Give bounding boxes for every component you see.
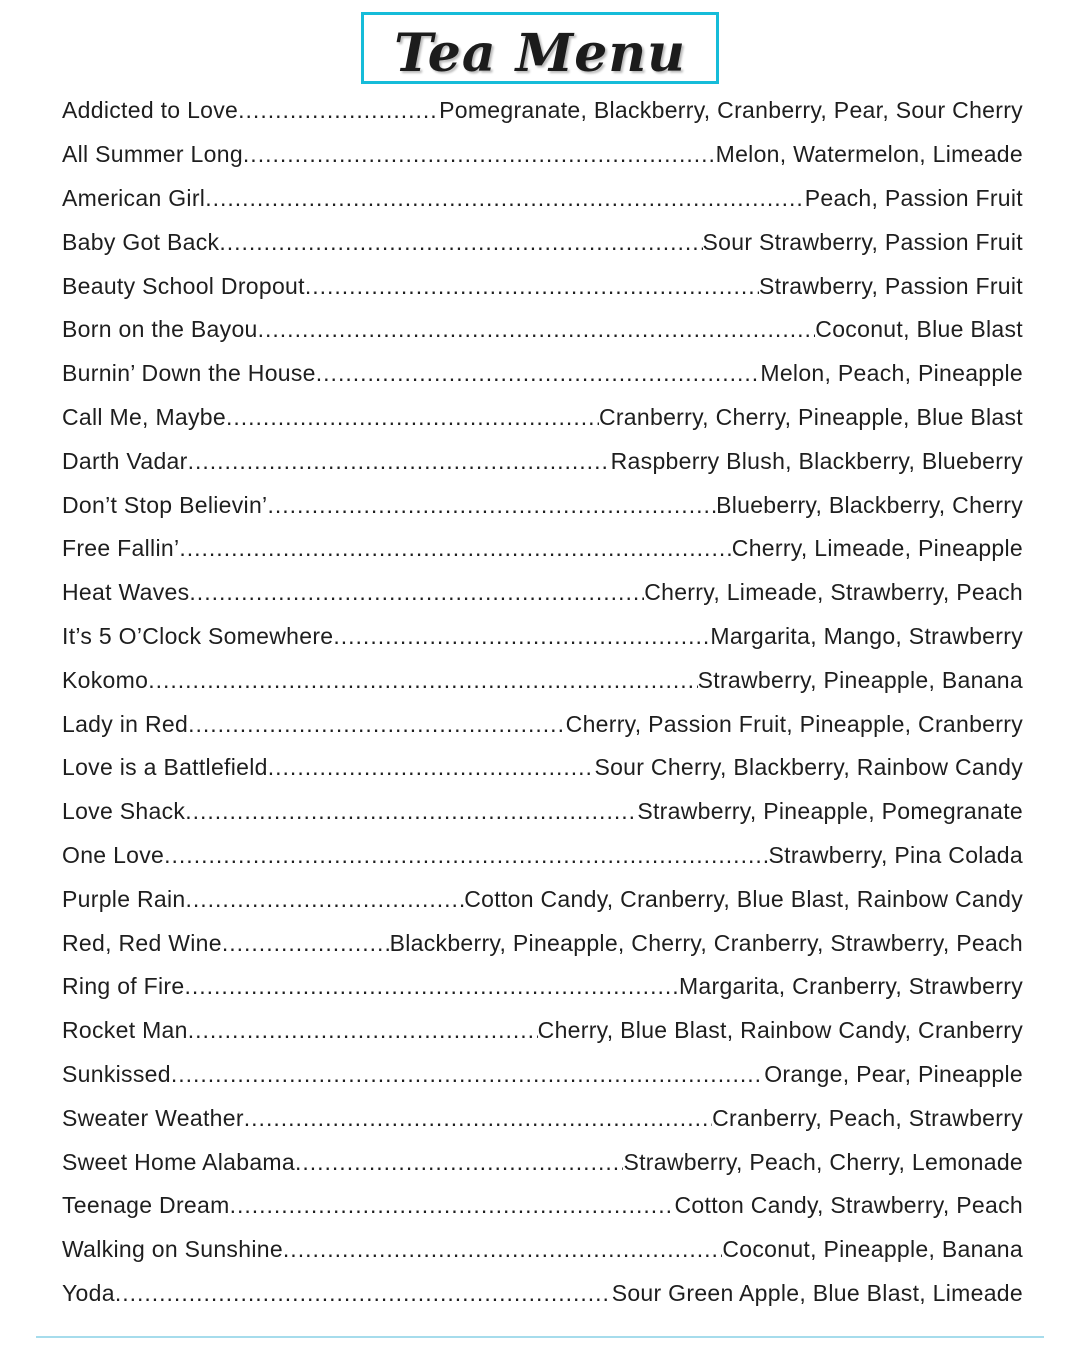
menu-row — [62, 965, 1023, 1009]
dot-leader — [226, 404, 599, 431]
menu-row — [62, 133, 1023, 177]
item-name: Yoda — [62, 1279, 115, 1306]
item-name: One Love — [62, 841, 165, 868]
menu-row — [62, 834, 1023, 878]
dot-leader — [148, 667, 697, 694]
item-name: Love is a Battlefield — [62, 754, 268, 781]
item-flavors: Margarita, Mango, Strawberry — [710, 622, 1023, 649]
item-name: Don’t Stop Believin’ — [62, 491, 268, 518]
item-flavors: Raspberry Blush, Blackberry, Blueberry — [610, 447, 1023, 474]
item-flavors: Coconut, Blue Blast — [815, 316, 1023, 343]
item-name: Kokomo — [62, 666, 149, 693]
menu-row — [62, 483, 1023, 527]
item-name: Red, Red Wine — [62, 929, 222, 956]
dot-leader — [230, 1192, 675, 1219]
item-name: Rocket Man — [62, 1017, 188, 1044]
menu-row — [62, 1272, 1023, 1316]
item-name: Burnin’ Down the House — [62, 360, 316, 387]
menu-row — [62, 89, 1023, 133]
item-flavors: Coconut, Pineapple, Banana — [722, 1236, 1023, 1263]
menu-row — [62, 615, 1023, 659]
dot-leader — [171, 1061, 764, 1088]
dot-leader — [316, 360, 761, 387]
item-flavors: Strawberry, Pineapple, Banana — [697, 666, 1023, 693]
item-flavors: Cherry, Passion Fruit, Pineapple, Cranberry — [565, 710, 1023, 737]
dot-leader — [179, 535, 731, 562]
item-name: Sunkissed — [62, 1060, 171, 1087]
item-flavors: Strawberry, Pina Colada — [768, 841, 1023, 868]
menu-row — [62, 527, 1023, 571]
item-flavors: Cherry, Blue Blast, Rainbow Candy, Cranberry — [537, 1017, 1023, 1044]
item-name: It’s 5 O’Clock Somewhere — [62, 622, 334, 649]
dot-leader — [238, 97, 439, 124]
dot-leader — [258, 316, 816, 343]
item-name: American Girl — [62, 184, 206, 211]
item-name: Call Me, Maybe — [62, 403, 226, 430]
item-flavors: Sour Cherry, Blackberry, Rainbow Candy — [594, 754, 1023, 781]
menu-row — [62, 571, 1023, 615]
dot-leader — [222, 930, 390, 957]
item-name: Purple Rain — [62, 885, 186, 912]
dot-leader — [185, 798, 637, 825]
menu-row — [62, 1096, 1023, 1140]
item-name: Born on the Bayou — [62, 316, 258, 343]
menu-row — [62, 746, 1023, 790]
menu-row — [62, 790, 1023, 834]
menu-row — [62, 921, 1023, 965]
menu-row — [62, 1184, 1023, 1228]
dot-leader — [244, 1105, 712, 1132]
item-flavors: Strawberry, Pineapple, Pomegranate — [637, 798, 1023, 825]
dot-leader — [185, 886, 464, 913]
item-name: Free Fallin’ — [62, 535, 180, 562]
item-name: Sweater Weather — [62, 1104, 244, 1131]
item-flavors: Peach, Passion Fruit — [804, 184, 1023, 211]
dot-leader — [164, 842, 768, 869]
dot-leader — [188, 1017, 538, 1044]
item-name: All Summer Long — [62, 141, 243, 168]
menu-row — [62, 352, 1023, 396]
item-flavors: Margarita, Cranberry, Strawberry — [678, 973, 1023, 1000]
item-flavors: Cranberry, Peach, Strawberry — [712, 1104, 1023, 1131]
item-flavors: Blueberry, Blackberry, Cherry — [716, 491, 1023, 518]
item-flavors: Sour Strawberry, Passion Fruit — [702, 228, 1023, 255]
menu-row — [62, 308, 1023, 352]
item-name: Lady in Red — [62, 710, 189, 737]
dot-leader — [333, 623, 710, 650]
item-name: Walking on Sunshine — [62, 1236, 283, 1263]
menu-row — [62, 220, 1023, 264]
item-flavors: Strawberry, Peach, Cherry, Lemonade — [623, 1148, 1023, 1175]
dot-leader — [188, 448, 611, 475]
menu-row — [62, 439, 1023, 483]
item-name: Heat Waves — [62, 579, 190, 606]
item-name: Baby Got Back — [62, 228, 220, 255]
menu-list — [62, 89, 1023, 1315]
item-name: Addicted to Love — [62, 97, 239, 124]
item-flavors: Cotton Candy, Cranberry, Blue Blast, Rainbow Candy — [464, 885, 1023, 912]
dot-leader — [267, 492, 716, 519]
dot-leader — [205, 185, 805, 212]
item-flavors: Cherry, Limeade, Pineapple — [731, 535, 1023, 562]
dot-leader — [283, 1236, 722, 1263]
item-flavors: Cherry, Limeade, Strawberry, Peach — [644, 579, 1023, 606]
menu-row — [62, 702, 1023, 746]
item-name: Beauty School Dropout — [62, 272, 305, 299]
dot-leader — [184, 973, 678, 1000]
item-flavors: Cotton Candy, Strawberry, Peach — [674, 1192, 1023, 1219]
menu-row — [62, 264, 1023, 308]
item-name: Teenage Dream — [62, 1192, 230, 1219]
dot-leader — [115, 1280, 612, 1307]
page-title: Tea Menu — [394, 22, 686, 84]
dot-leader — [219, 229, 702, 256]
menu-row — [62, 1053, 1023, 1097]
dot-leader — [305, 273, 759, 300]
menu-row — [62, 1140, 1023, 1184]
item-name: Darth Vadar — [62, 447, 188, 474]
item-flavors: Melon, Watermelon, Limeade — [715, 141, 1023, 168]
item-flavors: Blackberry, Pineapple, Cherry, Cranberry, Strawberry, Peach — [389, 929, 1023, 956]
item-name: Love Shack — [62, 798, 186, 825]
menu-row — [62, 877, 1023, 921]
dot-leader — [295, 1149, 623, 1176]
dot-leader — [188, 711, 566, 738]
menu-row — [62, 1009, 1023, 1053]
item-name: Sweet Home Alabama — [62, 1148, 295, 1175]
item-name: Ring of Fire — [62, 973, 185, 1000]
item-flavors: Melon, Peach, Pineapple — [760, 360, 1023, 387]
menu-row — [62, 658, 1023, 702]
menu-row — [62, 1228, 1023, 1272]
item-flavors: Pomegranate, Blackberry, Cranberry, Pear, Sour Cherry — [439, 97, 1023, 124]
title-box — [361, 12, 719, 84]
menu-row — [62, 396, 1023, 440]
menu-row — [62, 177, 1023, 221]
dot-leader — [189, 579, 644, 606]
item-flavors: Orange, Pear, Pineapple — [764, 1060, 1023, 1087]
dot-leader — [243, 141, 716, 168]
item-flavors: Strawberry, Passion Fruit — [759, 272, 1023, 299]
item-flavors: Cranberry, Cherry, Pineapple, Blue Blast — [598, 403, 1023, 430]
dot-leader — [268, 754, 595, 781]
item-flavors: Sour Green Apple, Blue Blast, Limeade — [611, 1279, 1023, 1306]
bottom-border-line — [36, 1336, 1044, 1338]
